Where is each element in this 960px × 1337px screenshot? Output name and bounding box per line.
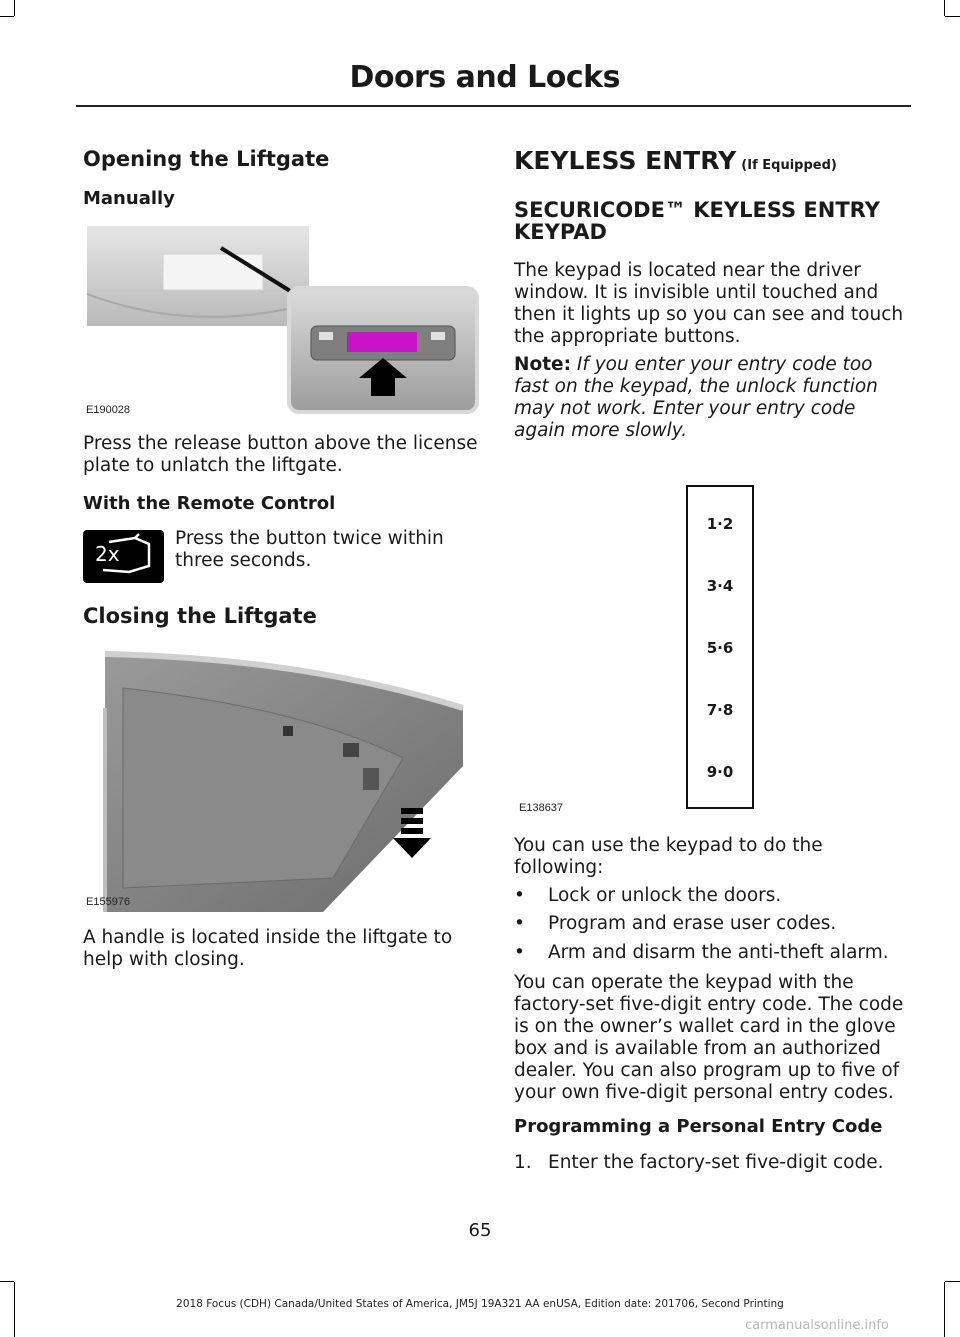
figure-liftgate-release-button (83, 224, 481, 422)
if-equipped-label: (If Equipped) (741, 158, 837, 173)
bullet-marker: • (514, 913, 525, 934)
crop-mark-top-right-v (944, 0, 945, 16)
figure-code-e190028: E190028 (86, 404, 131, 416)
bullet-program-erase: Program and erase user codes. (548, 913, 837, 934)
step-number-1: 1. (514, 1152, 532, 1173)
remote-icon-label: 2x (95, 542, 120, 566)
section-title-opening-liftgate: Opening the Liftgate (83, 147, 330, 171)
keypad-key-3-4: 3·4 (706, 577, 734, 595)
section-title-keyless-entry (514, 146, 837, 175)
subsection-title-programming: Programming a Personal Entry Code (514, 1116, 883, 1137)
bullet-marker: • (514, 885, 525, 906)
paragraph-remote-instructions: Press the button twice within three seconds. (175, 528, 444, 571)
subsection-title-remote-control: With the Remote Control (83, 493, 336, 514)
page-number: 65 (468, 1220, 492, 1241)
figure-liftgate-handle (83, 648, 481, 912)
crop-mark-bottom-left-h (0, 1281, 14, 1282)
keypad-key-7-8: 7·8 (706, 701, 734, 719)
liftgate-interior-illustration (83, 648, 481, 912)
paragraph-press-release: Press the release button above the license plate to unlatch the liftgate. (83, 433, 478, 476)
bullet-marker: • (514, 942, 525, 963)
figure-code-e138637: E138637 (519, 802, 564, 814)
keypad-key-9-0: 9·0 (706, 763, 734, 781)
edition-line: 2018 Focus (CDH) Canada/United States of America, JM5J 19A321 AA enUSA, Edition date: 201706, Second Printing (176, 1298, 784, 1310)
bullet-lock-unlock: Lock or unlock the doors. (548, 885, 782, 906)
crop-mark-top-right-h (945, 16, 960, 17)
crop-mark-top-left-h (0, 16, 14, 17)
section-title-securicode: SECURICODE™ KEYLESS ENTRY KEYPAD (514, 198, 880, 244)
figure-code-e155976: E155976 (86, 896, 131, 908)
watermark: carmanualsonline.info (745, 1318, 889, 1333)
section-title-closing-liftgate: Closing the Liftgate (83, 604, 317, 628)
bullet-arm-disarm: Arm and disarm the anti-theft alarm. (548, 942, 889, 963)
liftgate-release-illustration (83, 224, 481, 422)
page-header-title: Doors and Locks (349, 60, 620, 95)
subsection-title-manually: Manually (83, 188, 175, 209)
keypad-key-1-2: 1·2 (706, 515, 734, 533)
remote-liftgate-icon (83, 530, 164, 583)
note-label: Note: (514, 354, 571, 375)
header-rule (76, 105, 911, 107)
note-text: If you enter your entry code too fast on the keypad, the unlock function may not work. Enter your entry code again more slowly. (514, 354, 878, 441)
keyless-entry-heading: KEYLESS ENTRY (514, 146, 737, 175)
crop-mark-bottom-right-h (945, 1281, 960, 1282)
paragraph-operate-keypad: You can operate the keypad with the factory-set five-digit entry code. The code is on the owner’s wallet card in the glove box and is available from an authorized dealer. You can also program up to five of your own five-digit personal entry codes. (514, 972, 904, 1103)
paragraph-use-intro: You can use the keypad to do the following: (514, 835, 823, 878)
step-1-text: Enter the factory-set five-digit code. (548, 1152, 884, 1173)
crop-mark-top-left-v (14, 0, 15, 16)
paragraph-handle: A handle is located inside the liftgate to help with closing. (83, 927, 453, 970)
keypad-key-5-6: 5·6 (706, 639, 734, 657)
paragraph-keypad-location: The keypad is located near the driver window. It is invisible until touched and then it lights up so you can see and touch the appropriate buttons. (514, 260, 904, 347)
figure-keypad (686, 485, 754, 809)
note-paragraph (514, 354, 909, 442)
